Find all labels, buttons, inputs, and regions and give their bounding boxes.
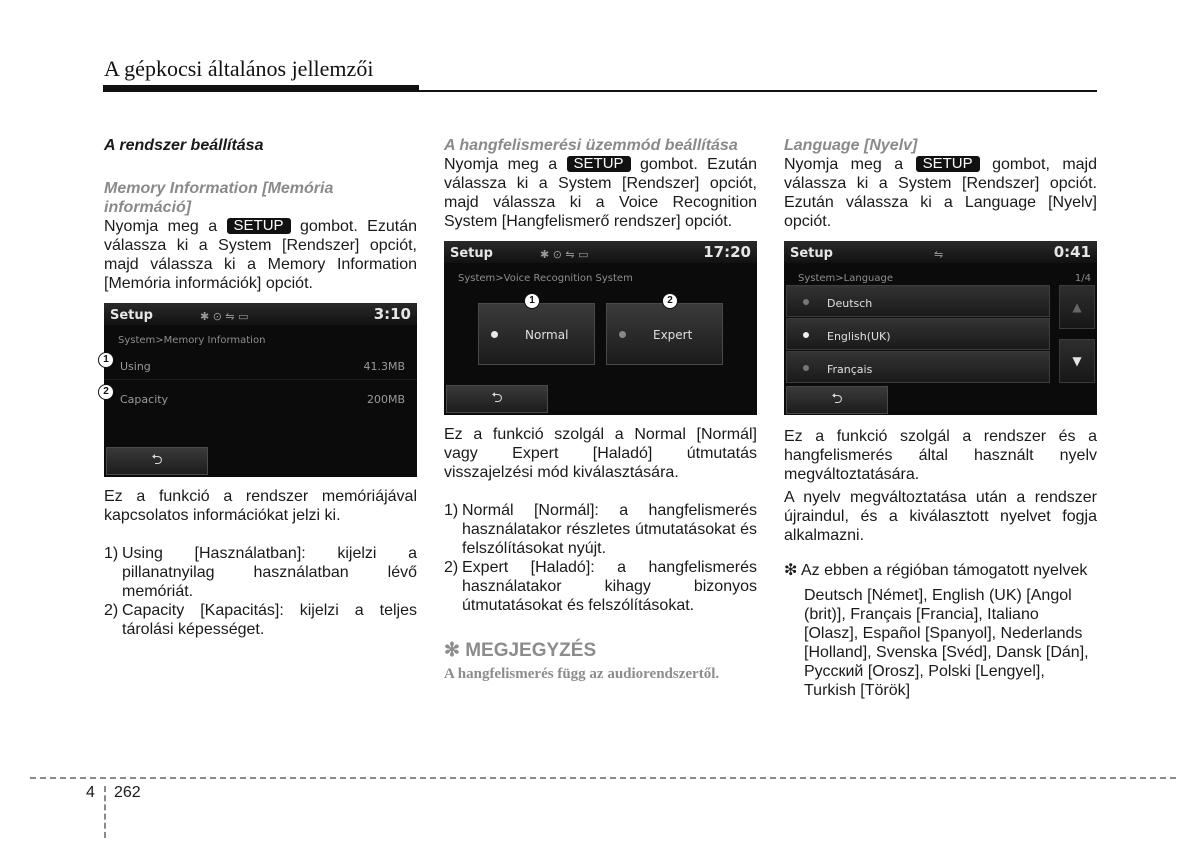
list-item bbox=[444, 501, 757, 558]
supported-languages-list: Deutsch [Német], English (UK) [Angol (brit)], Français [Francia], Italiano [Olasz], Español [Spanyol], Nederlands [Holland], Svenska [Svéd], Dansk [Dán], Русский [Orosz], Polski [Lengyel], Turkish [Török] bbox=[804, 587, 1089, 699]
instruction-post: gombot, majd válassza ki a System [Rendszer] opciót. Ezután válassza ki a Language [Nyelv] opciót. bbox=[784, 156, 1098, 230]
mode-expert-button[interactable] bbox=[606, 303, 723, 365]
page-number: 262 bbox=[114, 784, 141, 801]
subheading-memory-information: Memory Information [Memória információ] bbox=[104, 180, 334, 216]
mode-label: Expert bbox=[653, 328, 693, 342]
memory-description: Ez a funkció a rendszer memóriájával kapcsolatos információkat jelzi ki. bbox=[104, 488, 417, 524]
column-language bbox=[784, 136, 1097, 700]
language-item-deutsch[interactable] bbox=[786, 285, 1050, 317]
callout-badge-2: 2 bbox=[662, 293, 678, 309]
instruction-text bbox=[444, 155, 757, 231]
language-item-francais[interactable] bbox=[786, 351, 1050, 383]
supported-languages-intro: ❇ Az ebben a régióban támogatott nyelvek bbox=[784, 562, 1088, 579]
item-text: Using [Használatban]: kijelzi a pillanatnyilag használatban lévő memóriát. bbox=[122, 545, 417, 600]
instruction-post: gombot. Ezután válassza ki a System [Rendszer] opciót, majd válassza ki a Voice Recognition System [Hangfelismerő rendszer] opciót. bbox=[444, 156, 757, 230]
screen-breadcrumb: System>Voice Recognition System bbox=[458, 273, 633, 284]
memory-info-screen bbox=[104, 303, 417, 477]
radio-dot-icon bbox=[803, 332, 809, 338]
status-icons: ✱ ⊙ ⇋ ▭ bbox=[200, 310, 249, 323]
screen-clock: 3:10 bbox=[373, 305, 411, 323]
breadcrumb-text: System>Language bbox=[798, 273, 894, 284]
mode-label: Normal bbox=[525, 328, 569, 342]
row-value: 200MB bbox=[366, 393, 405, 406]
memory-items-list bbox=[104, 544, 417, 639]
callout-badge-1: 1 bbox=[98, 352, 114, 368]
column-voice-recognition bbox=[444, 136, 757, 683]
back-button[interactable]: ⮌ bbox=[106, 447, 208, 475]
setup-key-chip: SETUP bbox=[916, 156, 980, 172]
screen-status-bar bbox=[104, 303, 417, 325]
callout-badge-2: 2 bbox=[98, 384, 114, 400]
row-value: 41.3MB bbox=[363, 360, 405, 373]
screen-title: Setup bbox=[450, 246, 493, 261]
instruction-text bbox=[784, 155, 1097, 231]
list-item bbox=[104, 544, 417, 601]
item-number: 2) bbox=[444, 559, 459, 576]
instruction-pre: Nyomja meg a bbox=[104, 218, 218, 235]
language-label: Deutsch bbox=[827, 297, 873, 310]
setup-key-chip: SETUP bbox=[227, 218, 291, 234]
setup-key-chip: SETUP bbox=[567, 156, 631, 172]
back-button[interactable]: ⮌ bbox=[446, 385, 548, 413]
scroll-down-button[interactable]: ▼ bbox=[1059, 339, 1095, 383]
screen-clock: 17:20 bbox=[703, 243, 751, 261]
row-label: Using bbox=[120, 360, 151, 373]
title-rule bbox=[103, 85, 419, 92]
footer-divider bbox=[30, 777, 1176, 779]
radio-dot-icon bbox=[491, 331, 498, 338]
title-rule-thin bbox=[419, 90, 1097, 92]
voice-recognition-screen bbox=[444, 241, 757, 415]
screen-title: Setup bbox=[110, 308, 153, 323]
language-label: English(UK) bbox=[827, 330, 891, 343]
radio-dot-icon bbox=[803, 365, 809, 371]
language-item-english-uk[interactable] bbox=[786, 318, 1050, 350]
status-icons: ⇋ bbox=[934, 248, 944, 261]
screen-title: Setup bbox=[790, 246, 833, 261]
section-heading: A rendszer beállítása bbox=[104, 137, 264, 154]
back-button[interactable]: ⮌ bbox=[786, 386, 888, 414]
screen-breadcrumb: System>Memory Information bbox=[118, 335, 266, 346]
list-item bbox=[444, 558, 757, 615]
screen-status-bar bbox=[444, 241, 757, 263]
voice-modes-list bbox=[444, 501, 757, 615]
radio-dot-icon bbox=[619, 331, 626, 338]
callout-badge-1: 1 bbox=[524, 293, 540, 309]
memory-row-capacity bbox=[104, 380, 417, 412]
note-text: A hangfelismerés függ az audiorendszertől. bbox=[444, 666, 720, 682]
memory-row-using bbox=[104, 347, 417, 380]
screen-clock: 0:41 bbox=[1053, 243, 1091, 261]
note-heading: ✻ MEGJEGYZÉS bbox=[444, 640, 597, 661]
row-label: Capacity bbox=[120, 393, 169, 406]
item-number: 1) bbox=[444, 502, 459, 519]
subheading-language: Language [Nyelv] bbox=[784, 137, 918, 154]
subheading-voice-recognition: A hangfelismerési üzemmód beállítása bbox=[444, 137, 738, 154]
instruction-pre: Nyomja meg a bbox=[444, 156, 558, 173]
voice-recognition-description: Ez a funkció szolgál a Normal [Normál] vagy Expert [Haladó] útmutatás visszajelzési mód kiválasztására. bbox=[444, 426, 757, 481]
scroll-up-button[interactable]: ▲ bbox=[1059, 285, 1095, 329]
language-description: Ez a funkció szolgál a rendszer és a hangfelismerés által használt nyelv megváltoztatására. bbox=[784, 428, 1097, 483]
instruction-post: gombot. Ezután válassza ki a System [Rendszer] opciót, majd válassza ki a Memory Information [Memória információk] opciót. bbox=[104, 218, 417, 292]
screen-breadcrumb bbox=[784, 263, 1097, 285]
status-icons: ✱ ⊙ ⇋ ▭ bbox=[540, 248, 589, 261]
radio-dot-icon bbox=[803, 299, 809, 305]
page-title: A gépkocsi általános jellemzői bbox=[104, 56, 374, 81]
mode-normal-button[interactable] bbox=[478, 303, 595, 365]
item-text: Expert [Haladó]: a hangfelismerés használatakor kihagy bizonyos útmutatásokat és felszólításokat. bbox=[462, 559, 757, 614]
language-screen bbox=[784, 241, 1097, 415]
instruction-text bbox=[104, 217, 417, 293]
page-indicator: 1/4 bbox=[1074, 273, 1091, 284]
item-number: 2) bbox=[104, 602, 119, 619]
footer-vertical-divider bbox=[104, 786, 106, 838]
column-memory-information bbox=[104, 136, 417, 639]
item-text: Normál [Normál]: a hangfelismerés használatakor részletes útmutatásokat és felszólításokat nyújt. bbox=[462, 502, 757, 557]
list-item bbox=[104, 601, 417, 639]
chapter-number: 4 bbox=[86, 784, 95, 801]
item-number: 1) bbox=[104, 545, 119, 562]
language-label: Français bbox=[827, 363, 873, 376]
item-text: Capacity [Kapacitás]: kijelzi a teljes tárolási képességet. bbox=[122, 602, 417, 638]
instruction-pre: Nyomja meg a bbox=[784, 156, 904, 173]
screen-status-bar bbox=[784, 241, 1097, 263]
language-restart-note: A nyelv megváltoztatása után a rendszer újraindul, és a kiválasztott nyelvet fogja alkalmazni. bbox=[784, 489, 1097, 544]
